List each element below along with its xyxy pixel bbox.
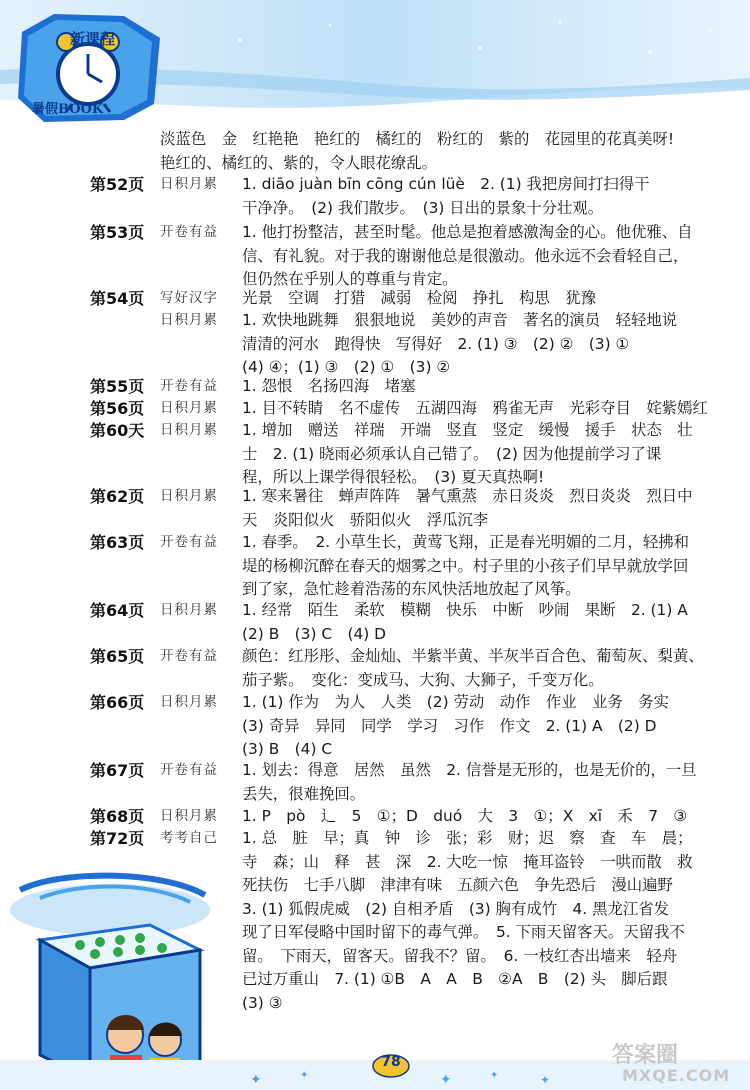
answer-line: 寺 森；山 释 甚 深 2. 大吃一惊 掩耳盗铃 一哄而散 救 <box>242 852 693 871</box>
answer-line: (3) 奇异 异同 同学 学习 习作 作文 2. (1) A (2) D <box>242 716 657 735</box>
page-label: 第68页 <box>90 807 145 826</box>
answer-line: 干净净。 (2) 我们散步。 (3) 日出的景象十分壮观。 <box>242 198 604 217</box>
header-band <box>0 0 750 125</box>
answer-line: 1. P pò 辶 5 ①；D duó 大 3 ①；X xī 禾 7 ③ <box>242 807 688 825</box>
page-label: 第64页 <box>90 601 145 620</box>
answer-line: 士 2. (1) 晓雨必须承认自己错了。 (2) 因为他提前学习了课 <box>242 444 662 463</box>
svg-text:✦: ✦ <box>300 1070 309 1081</box>
logo-title: 新课程 <box>70 30 116 48</box>
answer-line: 1. 经常 陌生 柔软 模糊 快乐 中断 吵闹 果断 2. (1) A <box>242 601 688 619</box>
page-label: 第54页 <box>90 289 145 308</box>
answer-text <box>242 691 712 762</box>
category-label: 开卷有益 <box>160 534 218 550</box>
answer-line: 程，所以上课学得很轻松。 (3) 夏天真热啊! <box>242 468 545 486</box>
answer-line: 到了家，急忙趁着浩荡的东风快活地放起了风筝。 <box>242 580 581 598</box>
answer-line: 清清的河水 跑得快 写得好 2. (1) ③ (2) ② (3) ① <box>242 334 630 353</box>
watermark-url: MXQE.COM <box>622 1066 731 1085</box>
answer-line: 1. diāo juàn bīn cōng cún lüè 2. (1) 我把房间打扫得干 <box>242 175 650 193</box>
category-label: 日积月累 <box>160 694 218 710</box>
svg-text:✦: ✦ <box>250 1072 262 1088</box>
category-label: 开卷有益 <box>160 378 218 394</box>
intro-paragraph <box>160 128 720 175</box>
answer-line: 1. 怨恨 名扬四海 堵塞 <box>242 377 416 395</box>
category-label: 考考自己 <box>160 830 218 846</box>
page-label: 第52页 <box>90 175 145 194</box>
answer-line: (4) ④；(1) ③ (2) ① (3) ② <box>242 358 451 376</box>
answer-text <box>242 375 712 399</box>
answer-text <box>242 173 712 220</box>
answer-line: 1. 春季。 2. 小草生长，黄莺飞翔，正是春光明媚的二月，轻拂和 <box>242 533 690 551</box>
category-label: 日积月累 <box>160 176 218 192</box>
answer-text <box>242 287 712 311</box>
page-label: 第63页 <box>90 533 145 552</box>
page-label: 第60天 <box>90 421 145 440</box>
intro-line: 艳红的、橘红的、紫的，令人眼花缭乱。 <box>160 153 438 172</box>
answer-text <box>242 531 712 602</box>
page-number: 78 <box>381 1054 401 1070</box>
answer-line: 颜色：红彤彤、金灿灿、半紫半黄、半灰半百合色、葡萄灰、梨黄、 <box>242 647 704 665</box>
answer-line: 但仍然在乎别人的尊重与肯定。 <box>242 270 458 288</box>
svg-text:✦: ✦ <box>490 1070 499 1081</box>
answer-line: (3) B (4) C <box>242 740 333 758</box>
answer-text <box>242 397 712 421</box>
answer-line: (3) ③ <box>242 993 283 1012</box>
answer-line: 堤的杨柳沉醉在春天的烟雾之中。村子里的小孩子们早早就放学回 <box>242 556 689 575</box>
answer-text <box>242 759 712 806</box>
answer-line: 1. 寒来暑往 蝉声阵阵 暑气熏蒸 赤日炎炎 烈日炎炎 烈日中 <box>242 487 693 505</box>
answer-line: 1. 欢快地跳舞 狠狠地说 美妙的声音 著名的演员 轻轻地说 <box>242 311 678 329</box>
category-label: 开卷有益 <box>160 648 218 664</box>
category-label: 开卷有益 <box>160 762 218 778</box>
answer-text <box>242 485 712 532</box>
answer-line: 留。 下雨天，留客天。留我不？留。 6. 一枝红杏出墙来 轻舟 <box>242 946 678 965</box>
answer-text <box>242 221 712 292</box>
page-label: 第67页 <box>90 761 145 780</box>
answer-text <box>242 827 712 1015</box>
answer-line: 3. (1) 狐假虎威 (2) 自相矛盾 (3) 胸有成竹 4. 黑龙江省发 <box>242 899 670 918</box>
answer-text <box>242 645 712 692</box>
answer-line: 1. 目不转睛 名不虚传 五湖四海 鸦雀无声 光彩夺目 姹紫嫣红 <box>242 399 708 417</box>
answer-text <box>242 419 712 490</box>
answer-line: 丢失，很难挽回。 <box>242 784 366 803</box>
category-label: 日积月累 <box>160 808 218 824</box>
category-label: 日积月累 <box>160 422 218 438</box>
answer-line: 已过万重山 7. (1) ①B A A B ②A B (2) 头 脚后跟 <box>242 970 668 988</box>
answer-line: 天 炎阳似火 骄阳似火 浮瓜沉李 <box>242 510 489 529</box>
svg-text:✦: ✦ <box>540 1073 551 1087</box>
category-label: 日积月累 <box>160 312 218 328</box>
answer-line: 光景 空调 打猎 减弱 检阅 挣扎 构思 犹豫 <box>242 289 596 307</box>
answer-line: 信、有礼貌。对于我的谢谢他总是很激动。他永远不会看轻自己， <box>242 246 689 265</box>
intro-line: 淡蓝色 金 红艳艳 艳红的 橘红的 粉红的 紫的 花园里的花真美呀! <box>160 130 675 148</box>
answer-line: 1. 增加 赠送 祥瑞 开端 竖直 竖定 缓慢 援手 状态 壮 <box>242 421 693 439</box>
answer-line: 1. 他打扮整洁，甚至时髦。他总是抱着感激淘金的心。他优雅、自 <box>242 223 693 241</box>
answer-text <box>242 599 712 646</box>
logo-subtitle: 暑假BOOK <box>32 102 104 117</box>
answer-line: 死扶伤 七手八脚 津津有味 五颜六色 争先恐后 漫山遍野 <box>242 876 673 894</box>
category-label: 日积月累 <box>160 602 218 618</box>
page-label: 第66页 <box>90 693 145 712</box>
category-label: 写好汉字 <box>160 290 218 306</box>
answer-line: 1. 总 脏 早；真 钟 诊 张；彩 财；迟 察 查 车 晨； <box>242 829 693 847</box>
answer-text <box>242 805 712 829</box>
answer-line: 1. 划去：得意 居然 虽然 2. 信誉是无形的，也是无价的，一旦 <box>242 761 697 779</box>
page-label: 第72页 <box>90 829 145 848</box>
answer-text <box>242 309 712 380</box>
watermark-logo: 答案圈 <box>612 1043 679 1068</box>
svg-text:✦: ✦ <box>440 1072 452 1088</box>
answer-line: 茄子紫。 变化：变成马、大狗、大狮子，千变万化。 <box>242 670 604 689</box>
answer-line: 1. (1) 作为 为人 人类 (2) 劳动 动作 作业 业务 务实 <box>242 693 669 711</box>
answer-line: 现了日军侵略中国时留下的毒气弹。 5. 下雨天留客天。天留我不 <box>242 923 685 941</box>
page-label: 第65页 <box>90 647 145 666</box>
category-label: 日积月累 <box>160 400 218 416</box>
page-label: 第53页 <box>90 223 145 242</box>
page-label: 第55页 <box>90 377 145 396</box>
page-label: 第56页 <box>90 399 145 418</box>
category-label: 开卷有益 <box>160 224 218 240</box>
answer-line: (2) B (3) C (4) D <box>242 624 387 643</box>
category-label: 日积月累 <box>160 488 218 504</box>
page-label: 第62页 <box>90 487 145 506</box>
